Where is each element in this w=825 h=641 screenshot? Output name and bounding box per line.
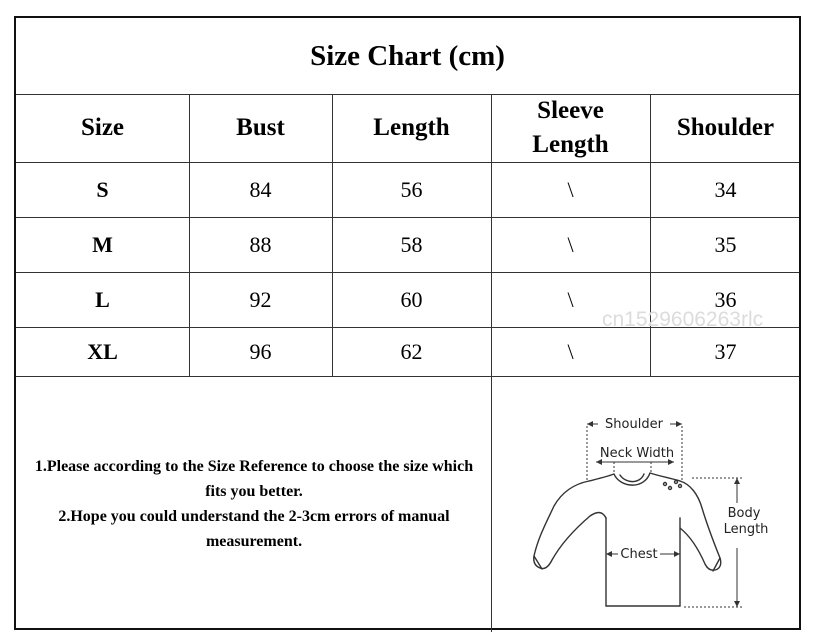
length-value: 60: [400, 286, 423, 312]
size-label: XL: [87, 338, 118, 364]
length-value: 62: [400, 338, 423, 364]
sleeve-value: \: [567, 338, 574, 364]
bust-value: 96: [249, 338, 272, 364]
sleeve-value: \: [567, 286, 574, 312]
header-sleeve-length: Sleeve Length: [532, 97, 609, 158]
chest-label: Chest: [620, 547, 658, 562]
size-label: L: [95, 286, 110, 312]
notes-cell: [16, 376, 492, 632]
size-label: M: [92, 231, 113, 257]
measurement-diagram: [494, 378, 800, 628]
header-bust: Bust: [236, 114, 285, 141]
header-size: Size: [80, 114, 125, 141]
shoulder-value: 37: [714, 338, 737, 364]
watermark: cn1529606263rlc: [602, 308, 764, 331]
sweater-outline-icon: [534, 473, 721, 606]
body-length-label-2: Length: [723, 522, 769, 537]
shoulder-label: Shoulder: [605, 417, 663, 432]
body-length-label-1: Body: [727, 506, 761, 521]
chart-title: Size Chart (cm): [16, 18, 799, 95]
shoulder-value: 34: [714, 176, 737, 202]
shoulder-value: 35: [714, 231, 737, 257]
length-value: 56: [400, 176, 423, 202]
size-label: S: [96, 176, 109, 202]
bust-value: 88: [249, 231, 272, 257]
header-length: Length: [373, 114, 450, 141]
shoulder-value: 36: [714, 286, 737, 312]
neck-width-label: Neck Width: [599, 446, 675, 461]
sleeve-value: \: [567, 176, 574, 202]
bust-value: 84: [249, 176, 272, 202]
bust-value: 92: [249, 286, 272, 312]
length-value: 58: [400, 231, 423, 257]
note-1: 1.Please according to the Size Reference to choose the size which fits you better.: [34, 458, 474, 500]
header-shoulder: Shoulder: [676, 114, 775, 141]
note-2: 2.Hope you could understand the 2-3cm errors of manual measurement.: [58, 508, 450, 550]
sleeve-value: \: [567, 231, 574, 257]
